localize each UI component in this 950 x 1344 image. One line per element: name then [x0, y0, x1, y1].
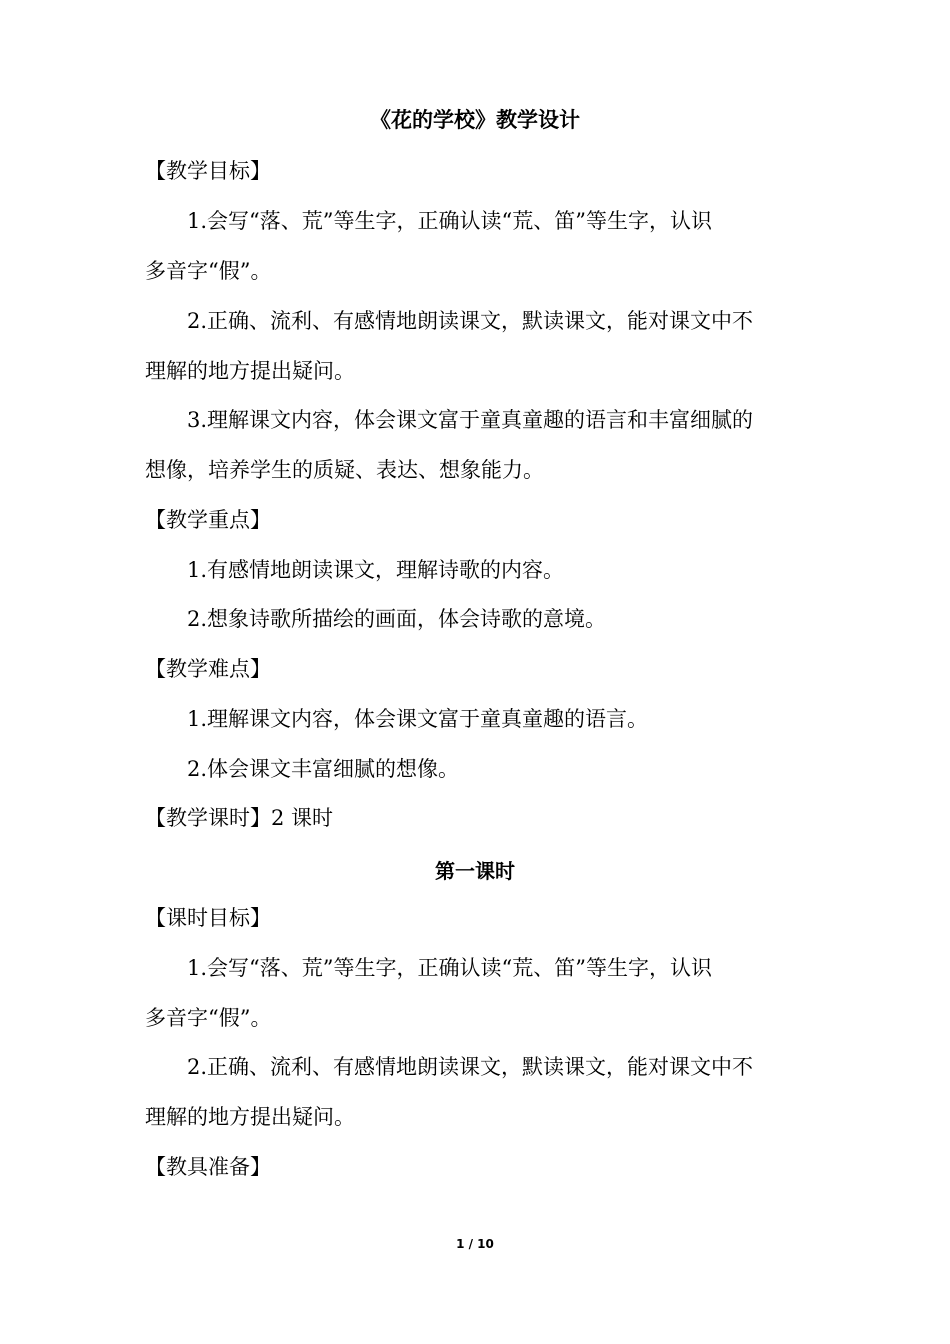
section-heading-lesson-goals: 【课时目标】	[145, 906, 271, 930]
goal-item-2-line-2: 理解的地方提出疑问。	[145, 359, 355, 383]
lesson-goal-item-2-line-1: 2.正确、流利、有感情地朗读课文，默读课文，能对课文中不	[187, 1055, 754, 1079]
lesson-goal-item-1-line-1: 1.会写“落、荒”等生字，正确认读“荒、笛”等生字，认识	[187, 956, 712, 980]
key-point-item-2: 2.想象诗歌所描绘的画面，体会诗歌的意境。	[187, 607, 607, 631]
lesson-goal-item-1-line-2: 多音字“假”。	[145, 1006, 272, 1030]
difficulty-item-2: 2.体会课文丰富细腻的想像。	[187, 757, 460, 781]
page-number: 1 / 10	[456, 1237, 494, 1251]
goal-item-1-line-1: 1.会写“落、荒”等生字，正确认读“荒、笛”等生字，认识	[187, 209, 712, 233]
section-teaching-hours	[145, 802, 805, 834]
document-title: 《花的学校》教学设计	[370, 108, 580, 132]
section-heading-key-points: 【教学重点】	[145, 508, 271, 532]
teaching-hours-heading: 【教学课时】	[145, 806, 271, 830]
section-heading-teaching-goals: 【教学目标】	[145, 159, 271, 183]
lesson-goal-item-2-line-2: 理解的地方提出疑问。	[145, 1105, 355, 1129]
goal-item-3-line-2: 想像，培养学生的质疑、表达、想象能力。	[145, 458, 544, 482]
key-point-item-1: 1.有感情地朗读课文，理解诗歌的内容。	[187, 558, 565, 582]
goal-item-2-line-1: 2.正确、流利、有感情地朗读课文，默读课文，能对课文中不	[187, 309, 754, 333]
goal-item-3-line-1: 3.理解课文内容，体会课文富于童真童趣的语言和丰富细腻的	[187, 408, 754, 432]
difficulty-item-1: 1.理解课文内容，体会课文富于童真童趣的语言。	[187, 707, 649, 731]
teaching-hours-value: 2 课时	[271, 806, 334, 830]
section-heading-teaching-aids: 【教具准备】	[145, 1155, 271, 1179]
goal-item-1-line-2: 多音字“假”。	[145, 259, 272, 283]
first-lesson-title: 第一课时	[435, 859, 515, 883]
section-heading-difficulties: 【教学难点】	[145, 657, 271, 681]
